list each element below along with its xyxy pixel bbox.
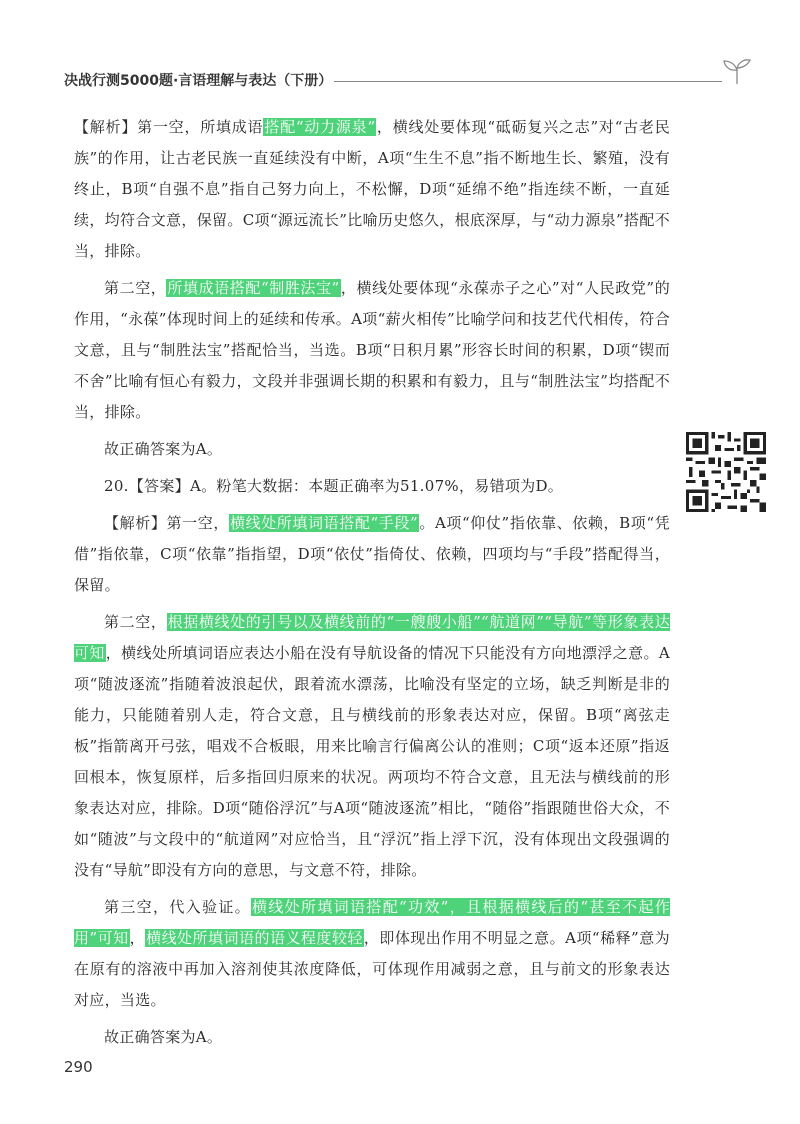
text: ，即体现出作用不明显之意。A项“稀释”意为在原有的溶液中再加入溶剂使其浓度降低，可体现作用减弱之意，且与前文的形象表达对应，当选。 xyxy=(74,929,670,1009)
q20-conclusion: 故正确答案为A。 xyxy=(104,1028,223,1046)
q19-analysis-p1 xyxy=(44,112,670,267)
q20-answer: 20.【答案】A。粉笔大数据：本题正确率为51.07%，易错项为D。 xyxy=(104,477,564,495)
text: 第二空， xyxy=(104,613,167,631)
q19-conclusion: 故正确答案为A。 xyxy=(104,440,223,458)
highlight: 搭配“动力源泉” xyxy=(264,118,376,136)
highlight: 横线处所填词语的语义程度较轻 xyxy=(146,929,363,947)
book-title: 决战行测5000题·言语理解与表达（下册） xyxy=(64,70,338,90)
text: ， xyxy=(129,929,146,947)
page-header xyxy=(64,66,754,96)
highlight: 所填成语搭配“制胜法宝” xyxy=(167,279,340,297)
text: 【解析】第一空， xyxy=(104,514,229,532)
q20-analysis-p3 xyxy=(74,892,670,1016)
highlight: 根据横线处的引号以及横线前的“一艘艘小船”“航道网”“导航”等形象表达可知 xyxy=(74,613,671,662)
q19-analysis-p2 xyxy=(74,273,670,428)
page-content xyxy=(74,112,670,1059)
q20-analysis-p2 xyxy=(74,607,670,886)
text: 【解析】第一空，所填成语 xyxy=(74,118,264,136)
header-rule xyxy=(334,81,722,82)
qr-code-icon[interactable] xyxy=(686,432,766,512)
text: ，横线处所填词语应表达小船在没有导航设备的情况下只能没有方向地漂浮之意。A项“随波逐流”指随着波浪起伏，跟着流水漂荡，比喻没有坚定的立场，缺乏判断是非的能力，只能随着别人走，符合文意，且与横线前的形象表达对应，保留。B项“离弦走板”指箭离开弓弦，唱戏不合板眼，用来比喻言行偏离公认的准则；C项“返本还原”指返回根本，恢复原样，后多指回归原来的状况。两项均不符合文意，且无法与横线前的形象表达对应，排除。D项“随俗浮沉”与A项“随波逐流”相比，“随俗”指跟随世俗大众，不如“随波”与文段中的“航道网”对应恰当，且“浮沉”指上浮下沉，没有体现出文段强调的没有“导航”即没有方向的意思，与文意不符，排除。 xyxy=(74,644,670,879)
text: ，横线处要体现“永葆赤子之心”对“人民政党”的作用，“永葆”体现时间上的延续和传承。A项“薪火相传”比喻学问和技艺代代相传，符合文意，且与“制胜法宝”搭配恰当，当选。B项“日积月累”形容长时间的积累，D项“锲而不舍”比喻有恒心有毅力，文段并非强调长期的积累和有毅力，且与“制胜法宝”均搭配不当，排除。 xyxy=(74,279,670,421)
text: ，横线处要体现“砥砺复兴之志”对“古老民族”的作用，让古老民族一直延续没有中断，A项“生生不息”指不断地生长、繁殖，没有终止，B项“自强不息”指自己努力向上，不松懈，D项“延绵不绝”指连续不断，一直延续，均符合文意，保留。C项“源远流长”比喻历史悠久，根底深厚，与“动力源泉”搭配不当，排除。 xyxy=(74,118,670,260)
q20-analysis-p1 xyxy=(74,508,670,601)
sprout-icon xyxy=(720,58,754,86)
text: 。A项“仰仗”指依靠、依赖，B项“凭借”指依靠，C项“依靠”指指望，D项“依仗”指倚仗、依赖，四项均与“手段”搭配得当，保留。 xyxy=(74,514,670,594)
page-number: 290 xyxy=(64,1058,93,1076)
text: 第三空，代入验证。 xyxy=(104,898,252,916)
highlight: 横线处所填词语搭配“功效”，且根据横线后的“甚至不起作用”可知 xyxy=(74,898,671,947)
text: 第二空， xyxy=(104,279,167,297)
highlight: 横线处所填词语搭配“手段” xyxy=(229,514,419,532)
